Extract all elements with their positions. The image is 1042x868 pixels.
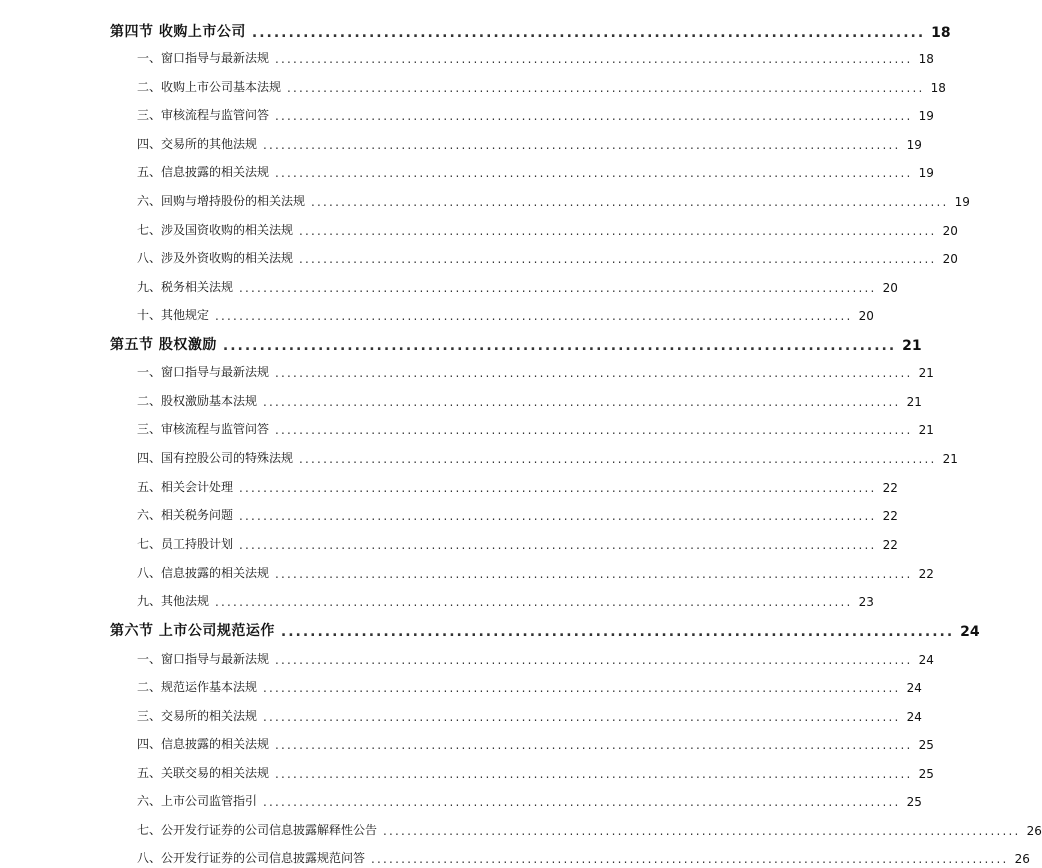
toc-item-page: 20 xyxy=(882,281,898,295)
toc-item[interactable] xyxy=(0,415,934,437)
toc-item-label: 二、收购上市公司基本法规 xyxy=(137,80,282,94)
dot-leader: ............................................................................................ xyxy=(280,624,955,640)
toc-item-page: 24 xyxy=(906,710,922,724)
toc-item-label: 二、股权激励基本法规 xyxy=(137,394,258,408)
dot-leader: .......................................................................................................... xyxy=(383,824,1021,838)
toc-item-page: 24 xyxy=(906,681,922,695)
section-page-number: 21 xyxy=(902,338,922,354)
toc-item-label: 三、审核流程与监管问答 xyxy=(137,422,270,436)
dot-leader: .......................................................................................................... xyxy=(263,138,901,152)
toc-item-page: 18 xyxy=(930,81,946,95)
toc-item-label: 五、关联交易的相关法规 xyxy=(137,766,270,780)
toc-item-page: 25 xyxy=(906,795,922,809)
toc-item-label: 八、公开发行证券的公司信息披露规范问答 xyxy=(137,851,366,865)
dot-leader: .......................................................................................................... xyxy=(263,710,901,724)
dot-leader: .......................................................................................................... xyxy=(299,252,937,266)
toc-item-label: 六、回购与增持股份的相关法规 xyxy=(137,194,306,208)
toc-item[interactable] xyxy=(0,702,922,724)
toc-item[interactable] xyxy=(0,158,934,180)
toc-item-label: 四、交易所的其他法规 xyxy=(137,137,258,151)
toc-item[interactable] xyxy=(0,673,922,695)
toc-item-label: 九、税务相关法规 xyxy=(137,280,234,294)
toc-item-page: 26 xyxy=(1014,852,1030,866)
dot-leader: .......................................................................................................... xyxy=(371,852,1009,866)
toc-item[interactable] xyxy=(0,73,946,95)
toc-item[interactable] xyxy=(0,216,958,238)
toc-item[interactable] xyxy=(0,444,958,466)
toc-item-page: 20 xyxy=(942,224,958,238)
toc-item-page: 21 xyxy=(918,423,934,437)
toc-item-label: 四、信息披露的相关法规 xyxy=(137,737,270,751)
toc-item-page: 21 xyxy=(906,395,922,409)
dot-leader: .......................................................................................................... xyxy=(275,767,913,781)
toc-item-label: 三、审核流程与监管问答 xyxy=(137,108,270,122)
dot-leader: .......................................................................................................... xyxy=(299,452,937,466)
dot-leader: ............................................................................................ xyxy=(251,25,926,41)
toc-item-page: 21 xyxy=(918,366,934,380)
dot-leader: .......................................................................................................... xyxy=(275,738,913,752)
toc-item-page: 22 xyxy=(918,567,934,581)
toc-section-5[interactable] xyxy=(0,328,922,354)
toc-item[interactable] xyxy=(0,559,934,581)
dot-leader: .......................................................................................................... xyxy=(287,81,925,95)
toc-item-page: 21 xyxy=(942,452,958,466)
toc-item-label: 四、国有控股公司的特殊法规 xyxy=(137,451,294,465)
toc-item-label: 一、窗口指导与最新法规 xyxy=(137,51,270,65)
toc-item-page: 18 xyxy=(918,52,934,66)
toc-item[interactable] xyxy=(0,645,934,667)
toc-item[interactable] xyxy=(0,530,898,552)
toc-item-label: 七、员工持股计划 xyxy=(137,537,234,551)
toc-item-label: 六、上市公司监管指引 xyxy=(137,794,258,808)
toc-item-page: 19 xyxy=(954,195,970,209)
toc-item-page: 25 xyxy=(918,738,934,752)
toc-item-label: 三、交易所的相关法规 xyxy=(137,709,258,723)
toc-item-page: 26 xyxy=(1026,824,1042,838)
toc-item-page: 22 xyxy=(882,509,898,523)
dot-leader: .......................................................................................................... xyxy=(275,52,913,66)
toc-item-label: 五、相关会计处理 xyxy=(137,480,234,494)
section-title: 第四节 收购上市公司 xyxy=(110,24,246,40)
dot-leader: .......................................................................................................... xyxy=(299,224,937,238)
toc-item-label: 五、信息披露的相关法规 xyxy=(137,165,270,179)
toc-item[interactable] xyxy=(0,301,874,323)
toc-item[interactable] xyxy=(0,187,970,209)
toc-item[interactable] xyxy=(0,273,898,295)
toc-item-page: 20 xyxy=(858,309,874,323)
dot-leader: .......................................................................................................... xyxy=(275,653,913,667)
toc-item-label: 六、相关税务问题 xyxy=(137,508,234,522)
toc-item-label: 一、窗口指导与最新法规 xyxy=(137,365,270,379)
toc-item-page: 19 xyxy=(906,138,922,152)
toc-item-page: 22 xyxy=(882,538,898,552)
toc-item-label: 二、规范运作基本法规 xyxy=(137,680,258,694)
toc-item[interactable] xyxy=(0,101,934,123)
dot-leader: .......................................................................................................... xyxy=(263,395,901,409)
toc-item-label: 一、窗口指导与最新法规 xyxy=(137,652,270,666)
toc-section-6[interactable] xyxy=(0,614,980,640)
toc-item-page: 22 xyxy=(882,481,898,495)
toc-item-label: 八、信息披露的相关法规 xyxy=(137,566,270,580)
toc-item[interactable] xyxy=(0,816,1042,838)
dot-leader: .......................................................................................................... xyxy=(311,195,949,209)
dot-leader: ............................................................................................ xyxy=(222,338,897,354)
toc-item[interactable] xyxy=(0,473,898,495)
toc-item-page: 23 xyxy=(858,595,874,609)
dot-leader: .......................................................................................................... xyxy=(275,166,913,180)
dot-leader: .......................................................................................................... xyxy=(239,509,877,523)
section-page-number: 18 xyxy=(931,25,951,41)
toc-item-label: 九、其他法规 xyxy=(137,594,210,608)
toc-item[interactable] xyxy=(0,844,1030,866)
toc-item[interactable] xyxy=(0,358,934,380)
section-page-number: 24 xyxy=(960,624,980,640)
dot-leader: .......................................................................................................... xyxy=(239,281,877,295)
toc-item-page: 19 xyxy=(918,109,934,123)
toc-item-page: 24 xyxy=(918,653,934,667)
dot-leader: .......................................................................................................... xyxy=(275,567,913,581)
toc-item[interactable] xyxy=(0,787,922,809)
dot-leader: .......................................................................................................... xyxy=(275,366,913,380)
toc-item[interactable] xyxy=(0,759,934,781)
toc-item[interactable] xyxy=(0,130,922,152)
section-title: 第六节 上市公司规范运作 xyxy=(110,623,275,639)
dot-leader: .......................................................................................................... xyxy=(215,595,853,609)
dot-leader: .......................................................................................................... xyxy=(275,423,913,437)
toc-item[interactable] xyxy=(0,501,898,523)
toc-item[interactable] xyxy=(0,387,922,409)
section-title: 第五节 股权激励 xyxy=(110,337,217,353)
dot-leader: .......................................................................................................... xyxy=(263,795,901,809)
toc-item-label: 七、公开发行证券的公司信息披露解释性公告 xyxy=(137,823,378,837)
dot-leader: .......................................................................................................... xyxy=(263,681,901,695)
toc-item[interactable] xyxy=(0,730,934,752)
dot-leader: .......................................................................................................... xyxy=(275,109,913,123)
toc-item[interactable] xyxy=(0,44,934,66)
toc-item-page: 25 xyxy=(918,767,934,781)
toc-item-label: 十、其他规定 xyxy=(137,308,210,322)
toc-section-4[interactable] xyxy=(0,15,951,41)
toc-item[interactable] xyxy=(0,587,874,609)
toc-item-label: 八、涉及外资收购的相关法规 xyxy=(137,251,294,265)
toc-item-page: 19 xyxy=(918,166,934,180)
toc-item-label: 七、涉及国资收购的相关法规 xyxy=(137,223,294,237)
toc-item-page: 20 xyxy=(942,252,958,266)
dot-leader: .......................................................................................................... xyxy=(239,481,877,495)
dot-leader: .......................................................................................................... xyxy=(215,309,853,323)
toc-item[interactable] xyxy=(0,244,958,266)
dot-leader: .......................................................................................................... xyxy=(239,538,877,552)
